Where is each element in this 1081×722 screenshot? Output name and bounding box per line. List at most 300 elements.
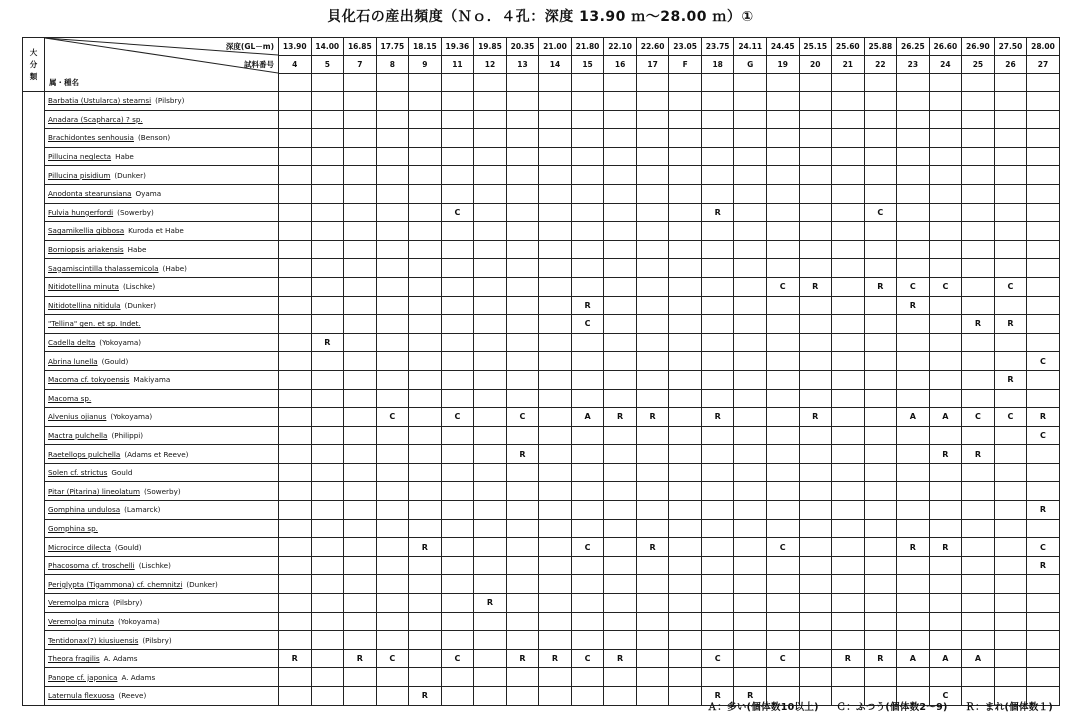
frequency-cell — [539, 463, 572, 482]
frequency-cell — [344, 463, 377, 482]
frequency-cell — [636, 482, 669, 501]
frequency-cell — [344, 538, 377, 557]
frequency-cell — [832, 352, 865, 371]
table-row — [23, 612, 1060, 631]
species-name-cell — [45, 129, 279, 148]
frequency-cell — [929, 296, 962, 315]
frequency-cell — [506, 631, 539, 650]
frequency-cell — [311, 184, 344, 203]
frequency-cell — [474, 240, 507, 259]
frequency-cell: R — [994, 370, 1027, 389]
frequency-cell — [701, 277, 734, 296]
frequency-cell — [832, 463, 865, 482]
sample-number-cell: 8 — [376, 56, 409, 74]
frequency-cell — [636, 575, 669, 594]
frequency-cell — [734, 408, 767, 427]
frequency-cell — [897, 482, 930, 501]
frequency-cell — [734, 575, 767, 594]
frequency-cell — [669, 631, 702, 650]
frequency-cell — [474, 333, 507, 352]
frequency-cell — [734, 147, 767, 166]
depth-cell: 17.75 — [376, 38, 409, 56]
frequency-cell — [409, 222, 442, 241]
frequency-cell — [832, 333, 865, 352]
frequency-cell — [279, 631, 312, 650]
frequency-cell — [669, 166, 702, 185]
frequency-cell — [897, 612, 930, 631]
sample-number-cell: 18 — [701, 56, 734, 74]
frequency-cell — [311, 370, 344, 389]
depth-cell: 22.60 — [636, 38, 669, 56]
table-row — [23, 538, 1060, 557]
sample-number-cell: 5 — [311, 56, 344, 74]
frequency-cell — [604, 501, 637, 520]
frequency-cell — [539, 296, 572, 315]
frequency-cell — [1027, 370, 1060, 389]
frequency-cell — [636, 203, 669, 222]
frequency-cell — [409, 184, 442, 203]
species-name-cell — [45, 463, 279, 482]
frequency-cell — [799, 222, 832, 241]
frequency-cell — [506, 352, 539, 371]
species-author: Makiyama — [133, 375, 171, 385]
frequency-cell — [474, 92, 507, 111]
frequency-cell — [311, 408, 344, 427]
species-author: (Sowerby) — [143, 486, 181, 496]
frequency-cell: R — [409, 538, 442, 557]
frequency-cell — [376, 166, 409, 185]
empty-header-cell — [474, 74, 507, 92]
frequency-cell — [832, 408, 865, 427]
frequency-cell — [441, 184, 474, 203]
frequency-cell — [799, 315, 832, 334]
frequency-cell — [539, 445, 572, 464]
frequency-cell — [441, 538, 474, 557]
table-row — [23, 240, 1060, 259]
frequency-cell — [409, 277, 442, 296]
frequency-cell — [897, 259, 930, 278]
species-name: Pillucina pisidium — [48, 170, 111, 180]
frequency-cell — [897, 463, 930, 482]
sample-number-cell: G — [734, 56, 767, 74]
frequency-cell — [701, 538, 734, 557]
frequency-cell — [799, 594, 832, 613]
frequency-cell — [376, 556, 409, 575]
frequency-cell — [994, 426, 1027, 445]
frequency-cell — [1027, 575, 1060, 594]
frequency-cell — [604, 277, 637, 296]
frequency-cell — [864, 166, 897, 185]
frequency-cell — [832, 668, 865, 687]
frequency-cell — [311, 538, 344, 557]
frequency-cell — [409, 445, 442, 464]
frequency-cell — [506, 147, 539, 166]
frequency-cell: R — [344, 649, 377, 668]
frequency-cell: R — [636, 538, 669, 557]
frequency-cell — [929, 315, 962, 334]
frequency-cell — [344, 259, 377, 278]
frequency-cell — [409, 649, 442, 668]
frequency-cell — [832, 575, 865, 594]
frequency-cell — [376, 333, 409, 352]
species-author: (Reeve) — [118, 691, 147, 701]
frequency-cell — [441, 482, 474, 501]
frequency-cell — [1027, 240, 1060, 259]
sample-number-cell: F — [669, 56, 702, 74]
frequency-cell — [604, 352, 637, 371]
frequency-cell: R — [409, 687, 442, 706]
sample-number-cell: 4 — [279, 56, 312, 74]
frequency-cell — [571, 129, 604, 148]
frequency-cell — [441, 463, 474, 482]
species-name: Panope cf. japonica — [48, 672, 118, 682]
legend-common: Ｃ：ふつう(個体数2～9) — [836, 702, 948, 713]
frequency-cell — [344, 389, 377, 408]
frequency-cell — [832, 370, 865, 389]
empty-header-cell — [897, 74, 930, 92]
frequency-cell — [344, 519, 377, 538]
frequency-cell — [344, 501, 377, 520]
table-row — [23, 389, 1060, 408]
depth-cell: 28.00 — [1027, 38, 1060, 56]
frequency-cell — [571, 203, 604, 222]
species-author: (Lamarck) — [124, 505, 161, 515]
frequency-cell — [376, 426, 409, 445]
species-name-cell — [45, 612, 279, 631]
species-name: Pillucina neglecta — [48, 152, 112, 162]
frequency-cell — [734, 463, 767, 482]
species-name-cell — [45, 352, 279, 371]
frequency-cell — [604, 594, 637, 613]
frequency-cell — [864, 92, 897, 111]
frequency-cell — [1027, 482, 1060, 501]
frequency-cell — [962, 556, 995, 575]
frequency-cell — [506, 519, 539, 538]
depth-cell: 21.00 — [539, 38, 572, 56]
frequency-cell — [376, 92, 409, 111]
frequency-cell — [864, 426, 897, 445]
frequency-cell — [832, 612, 865, 631]
frequency-cell — [734, 277, 767, 296]
frequency-cell — [897, 631, 930, 650]
frequency-cell: R — [539, 649, 572, 668]
frequency-cell — [279, 147, 312, 166]
frequency-cell — [799, 129, 832, 148]
frequency-cell — [766, 668, 799, 687]
frequency-cell — [376, 129, 409, 148]
frequency-cell — [669, 277, 702, 296]
frequency-cell: C — [864, 203, 897, 222]
frequency-cell — [409, 594, 442, 613]
species-author: (Gould) — [114, 542, 142, 552]
frequency-cell — [832, 203, 865, 222]
frequency-cell — [766, 370, 799, 389]
frequency-cell — [474, 482, 507, 501]
frequency-cell — [832, 538, 865, 557]
depth-cell: 16.85 — [344, 38, 377, 56]
frequency-cell — [897, 501, 930, 520]
frequency-cell — [279, 408, 312, 427]
frequency-cell — [734, 389, 767, 408]
frequency-cell — [539, 389, 572, 408]
frequency-cell — [799, 166, 832, 185]
depth-cell: 19.85 — [474, 38, 507, 56]
frequency-cell — [539, 594, 572, 613]
frequency-cell — [669, 370, 702, 389]
frequency-cell — [962, 333, 995, 352]
frequency-cell — [962, 519, 995, 538]
table-row — [23, 203, 1060, 222]
frequency-cell — [994, 649, 1027, 668]
species-name: Gomphina sp. — [48, 523, 98, 533]
frequency-cell: R — [506, 649, 539, 668]
species-name-cell — [45, 519, 279, 538]
frequency-cell — [344, 92, 377, 111]
sample-number-cell: 27 — [1027, 56, 1060, 74]
frequency-cell — [734, 501, 767, 520]
empty-header-cell — [604, 74, 637, 92]
frequency-cell — [539, 426, 572, 445]
frequency-cell — [929, 129, 962, 148]
frequency-cell — [929, 389, 962, 408]
frequency-cell: A — [962, 649, 995, 668]
frequency-cell — [832, 445, 865, 464]
table-row — [23, 259, 1060, 278]
sample-number-cell: 26 — [994, 56, 1027, 74]
frequency-cell — [832, 426, 865, 445]
frequency-cell — [962, 389, 995, 408]
frequency-cell — [994, 92, 1027, 111]
frequency-cell — [571, 333, 604, 352]
species-name-cell — [45, 240, 279, 259]
frequency-cell — [734, 222, 767, 241]
frequency-cell — [1027, 129, 1060, 148]
frequency-cell — [897, 92, 930, 111]
frequency-cell — [539, 333, 572, 352]
frequency-cell — [604, 482, 637, 501]
frequency-cell — [766, 575, 799, 594]
species-name-cell — [45, 92, 279, 111]
frequency-cell — [571, 612, 604, 631]
frequency-cell — [669, 426, 702, 445]
frequency-cell — [832, 259, 865, 278]
frequency-cell — [474, 389, 507, 408]
frequency-cell — [1027, 668, 1060, 687]
frequency-cell — [539, 222, 572, 241]
frequency-cell — [669, 92, 702, 111]
species-name: Sagamiscintilla thalassemicola — [48, 263, 159, 273]
frequency-cell — [766, 315, 799, 334]
frequency-cell — [539, 612, 572, 631]
frequency-cell — [636, 352, 669, 371]
frequency-cell — [701, 259, 734, 278]
frequency-cell — [701, 668, 734, 687]
frequency-cell — [441, 110, 474, 129]
frequency-cell — [279, 222, 312, 241]
frequency-cell — [311, 240, 344, 259]
frequency-cell — [701, 315, 734, 334]
frequency-cell — [766, 92, 799, 111]
frequency-cell — [539, 519, 572, 538]
frequency-cell — [832, 184, 865, 203]
species-name: Macoma sp. — [48, 393, 92, 403]
depth-label: 深度(GL－m) — [225, 42, 274, 51]
frequency-cell — [799, 575, 832, 594]
frequency-cell: C — [929, 277, 962, 296]
frequency-cell — [441, 296, 474, 315]
frequency-cell — [604, 222, 637, 241]
species-name-cell — [45, 575, 279, 594]
frequency-cell — [604, 147, 637, 166]
frequency-cell — [994, 575, 1027, 594]
frequency-cell: C — [376, 408, 409, 427]
frequency-cell — [636, 519, 669, 538]
frequency-cell — [376, 445, 409, 464]
frequency-cell — [929, 92, 962, 111]
frequency-cell — [279, 296, 312, 315]
frequency-cell — [311, 110, 344, 129]
species-author: (Pilsbry) — [155, 96, 185, 106]
frequency-cell — [409, 129, 442, 148]
empty-header-cell — [766, 74, 799, 92]
frequency-cell — [539, 501, 572, 520]
frequency-cell — [311, 463, 344, 482]
frequency-cell — [279, 482, 312, 501]
frequency-cell: C — [571, 649, 604, 668]
frequency-cell — [571, 482, 604, 501]
frequency-cell — [376, 668, 409, 687]
frequency-cell — [669, 668, 702, 687]
frequency-cell: C — [929, 687, 962, 706]
frequency-cell — [604, 110, 637, 129]
frequency-cell — [994, 147, 1027, 166]
frequency-cell — [929, 575, 962, 594]
frequency-cell — [311, 594, 344, 613]
table-row — [23, 482, 1060, 501]
frequency-cell — [506, 203, 539, 222]
frequency-cell — [897, 389, 930, 408]
frequency-cell — [506, 184, 539, 203]
frequency-cell — [376, 370, 409, 389]
frequency-cell: C — [962, 408, 995, 427]
frequency-cell — [604, 519, 637, 538]
frequency-cell — [539, 370, 572, 389]
species-name: Macoma cf. tokyoensis — [48, 375, 130, 385]
species-author: (Sowerby) — [117, 207, 154, 217]
frequency-cell — [994, 482, 1027, 501]
frequency-cell: R — [604, 408, 637, 427]
species-name: Raetellops pulchella — [48, 449, 121, 459]
frequency-cell — [864, 110, 897, 129]
frequency-cell — [279, 445, 312, 464]
frequency-cell — [441, 277, 474, 296]
frequency-cell — [994, 594, 1027, 613]
table-row — [23, 649, 1060, 668]
frequency-cell — [832, 92, 865, 111]
frequency-cell — [409, 147, 442, 166]
frequency-cell — [701, 296, 734, 315]
frequency-cell — [864, 482, 897, 501]
frequency-cell: R — [506, 445, 539, 464]
frequency-cell — [701, 445, 734, 464]
frequency-cell — [994, 184, 1027, 203]
frequency-cell — [636, 240, 669, 259]
frequency-cell — [669, 184, 702, 203]
frequency-cell — [929, 110, 962, 129]
frequency-cell — [864, 352, 897, 371]
frequency-cell — [506, 594, 539, 613]
frequency-cell — [994, 259, 1027, 278]
frequency-cell — [962, 594, 995, 613]
frequency-cell — [279, 463, 312, 482]
frequency-cell — [636, 631, 669, 650]
frequency-cell — [344, 352, 377, 371]
frequency-cell — [701, 129, 734, 148]
frequency-cell — [994, 352, 1027, 371]
frequency-cell — [701, 370, 734, 389]
frequency-cell — [279, 333, 312, 352]
frequency-cell — [636, 277, 669, 296]
frequency-cell — [604, 687, 637, 706]
species-name-cell — [45, 222, 279, 241]
frequency-cell — [441, 575, 474, 594]
empty-header-cell — [1027, 74, 1060, 92]
frequency-cell — [539, 184, 572, 203]
empty-header-cell — [832, 74, 865, 92]
frequency-cell — [897, 519, 930, 538]
frequency-cell — [1027, 445, 1060, 464]
frequency-cell — [506, 110, 539, 129]
sample-number-cell: 11 — [441, 56, 474, 74]
frequency-cell — [311, 203, 344, 222]
frequency-cell — [506, 92, 539, 111]
species-name: Laternula flexuosa — [48, 691, 115, 701]
frequency-cell — [832, 296, 865, 315]
frequency-cell — [897, 668, 930, 687]
depth-cell: 22.10 — [604, 38, 637, 56]
frequency-cell — [571, 222, 604, 241]
frequency-cell — [474, 259, 507, 278]
frequency-cell — [897, 445, 930, 464]
frequency-cell — [279, 668, 312, 687]
frequency-cell — [897, 222, 930, 241]
frequency-cell — [441, 668, 474, 687]
frequency-cell — [864, 296, 897, 315]
frequency-cell — [994, 668, 1027, 687]
species-author: Gould — [111, 468, 133, 478]
frequency-cell — [539, 575, 572, 594]
frequency-cell — [864, 519, 897, 538]
table-row — [23, 277, 1060, 296]
frequency-cell — [962, 501, 995, 520]
frequency-cell — [1027, 631, 1060, 650]
frequency-cell: C — [994, 277, 1027, 296]
frequency-cell — [441, 352, 474, 371]
frequency-cell — [864, 389, 897, 408]
frequency-cell — [897, 240, 930, 259]
frequency-cell — [279, 203, 312, 222]
species-name-cell — [45, 631, 279, 650]
frequency-cell — [669, 501, 702, 520]
frequency-cell — [897, 333, 930, 352]
frequency-cell — [864, 594, 897, 613]
species-name: Veremolpa minuta — [48, 616, 114, 626]
frequency-cell — [311, 668, 344, 687]
frequency-cell — [506, 296, 539, 315]
empty-header-cell — [376, 74, 409, 92]
frequency-cell — [1027, 110, 1060, 129]
frequency-cell — [701, 333, 734, 352]
